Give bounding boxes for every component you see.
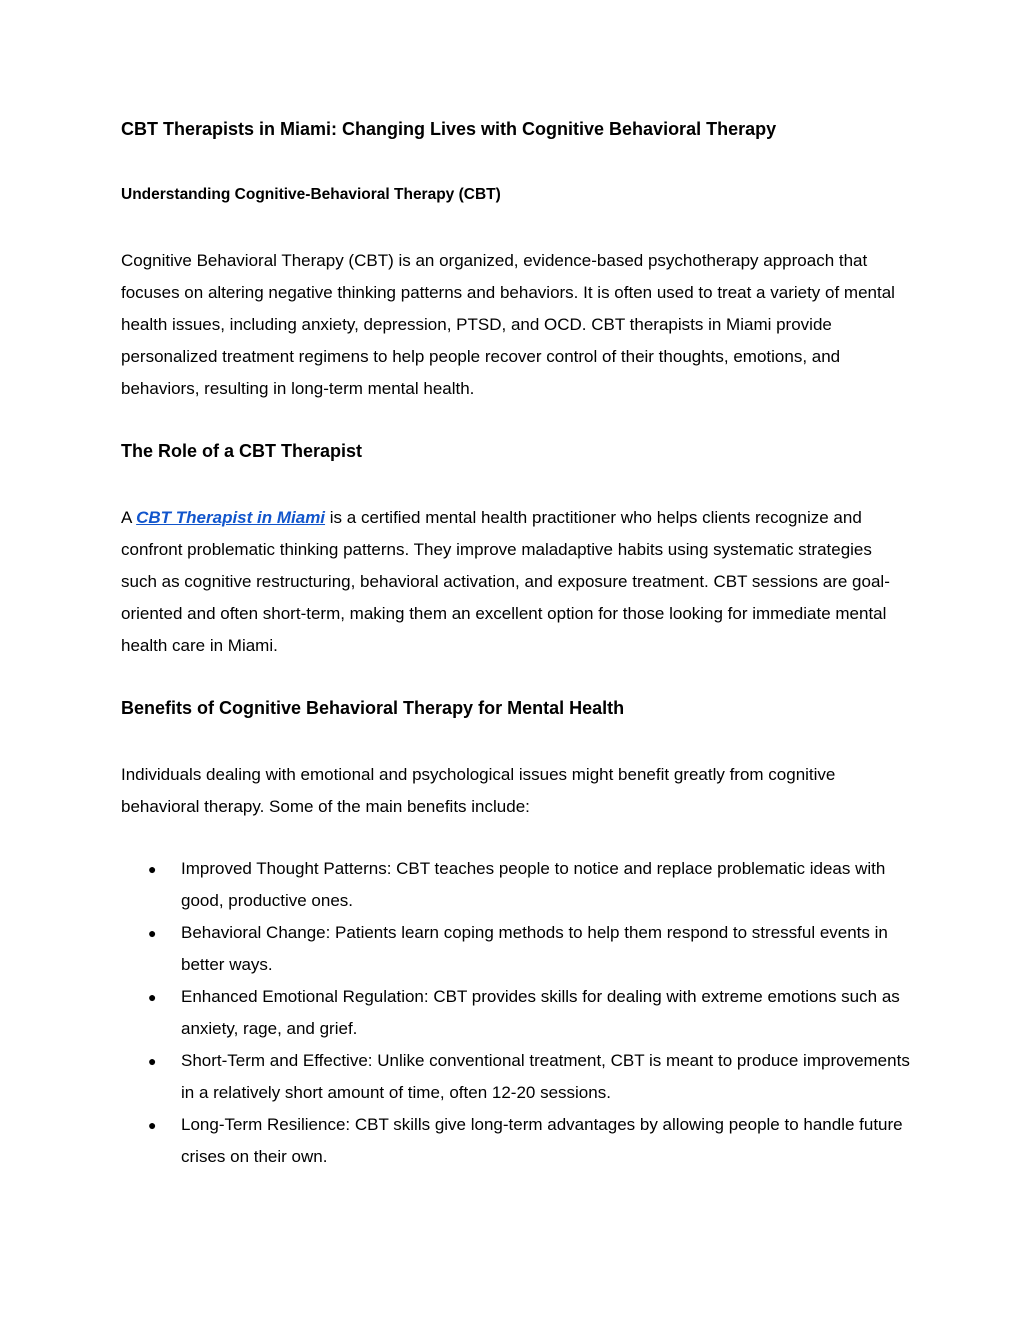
paragraph-benefits-intro: Individuals dealing with emotional and psychological issues might benefit greatly from cognitive behavioral therapy. Some of the main benefits include: [121,765,836,816]
paragraph-role-suffix: is a certified mental health practitioner who helps clients recognize and confront problematic thinking patterns. They improve maladaptive habits using systematic strategies such as cognitive restructuring, behavioral activation, and exposure treatment. CBT sessions are goal-oriented and often short-term, making them an excellent option for those looking for immediate mental health care in Miami. [121,508,890,655]
cbt-therapist-link[interactable]: CBT Therapist in Miami [136,508,326,527]
list-item [121,853,911,917]
list-item-text: Long-Term Resilience: CBT skills give long-term advantages by allowing people to handle future crises on their own. [181,1115,903,1166]
list-item-text: Improved Thought Patterns: CBT teaches people to notice and replace problematic ideas with good, productive ones. [181,859,886,910]
list-item [121,981,911,1045]
bullet-icon: ● [148,989,157,1005]
list-item-text: Behavioral Change: Patients learn coping methods to help them respond to stressful events in better ways. [181,923,888,974]
list-item-text: Enhanced Emotional Regulation: CBT provides skills for dealing with extreme emotions such as anxiety, rage, and grief. [181,987,900,1038]
paragraph-understanding-cbt: Cognitive Behavioral Therapy (CBT) is an organized, evidence-based psychotherapy approach that focuses on altering negative thinking patterns and behaviors. It is often used to treat a variety of mental health issues, including anxiety, depression, PTSD, and OCD. CBT therapists in Miami provide personalized treatment regimens to help people recover control of their thoughts, emotions, and behaviors, resulting in long-term mental health. [121,251,895,398]
paragraph-role-prefix: A [121,508,137,527]
bullet-icon: ● [148,1053,157,1069]
list-item [121,917,911,981]
paragraph-role [121,502,911,662]
section-heading-benefits: Benefits of Cognitive Behavioral Therapy for Mental Health [121,698,625,718]
bullet-icon: ● [148,925,157,941]
list-item-text: Short-Term and Effective: Unlike conventional treatment, CBT is meant to produce improvements in a relatively short amount of time, often 12-20 sessions. [181,1051,910,1102]
section-heading-role: The Role of a CBT Therapist [121,441,363,461]
list-item [121,1109,911,1173]
list-item [121,1045,911,1109]
bullet-icon: ● [148,861,157,877]
section-heading-understanding-cbt: Understanding Cognitive-Behavioral Therapy (CBT) [121,186,501,203]
page-title: CBT Therapists in Miami: Changing Lives with Cognitive Behavioral Therapy [121,119,777,139]
benefits-list [121,853,911,1173]
bullet-icon: ● [148,1117,157,1133]
